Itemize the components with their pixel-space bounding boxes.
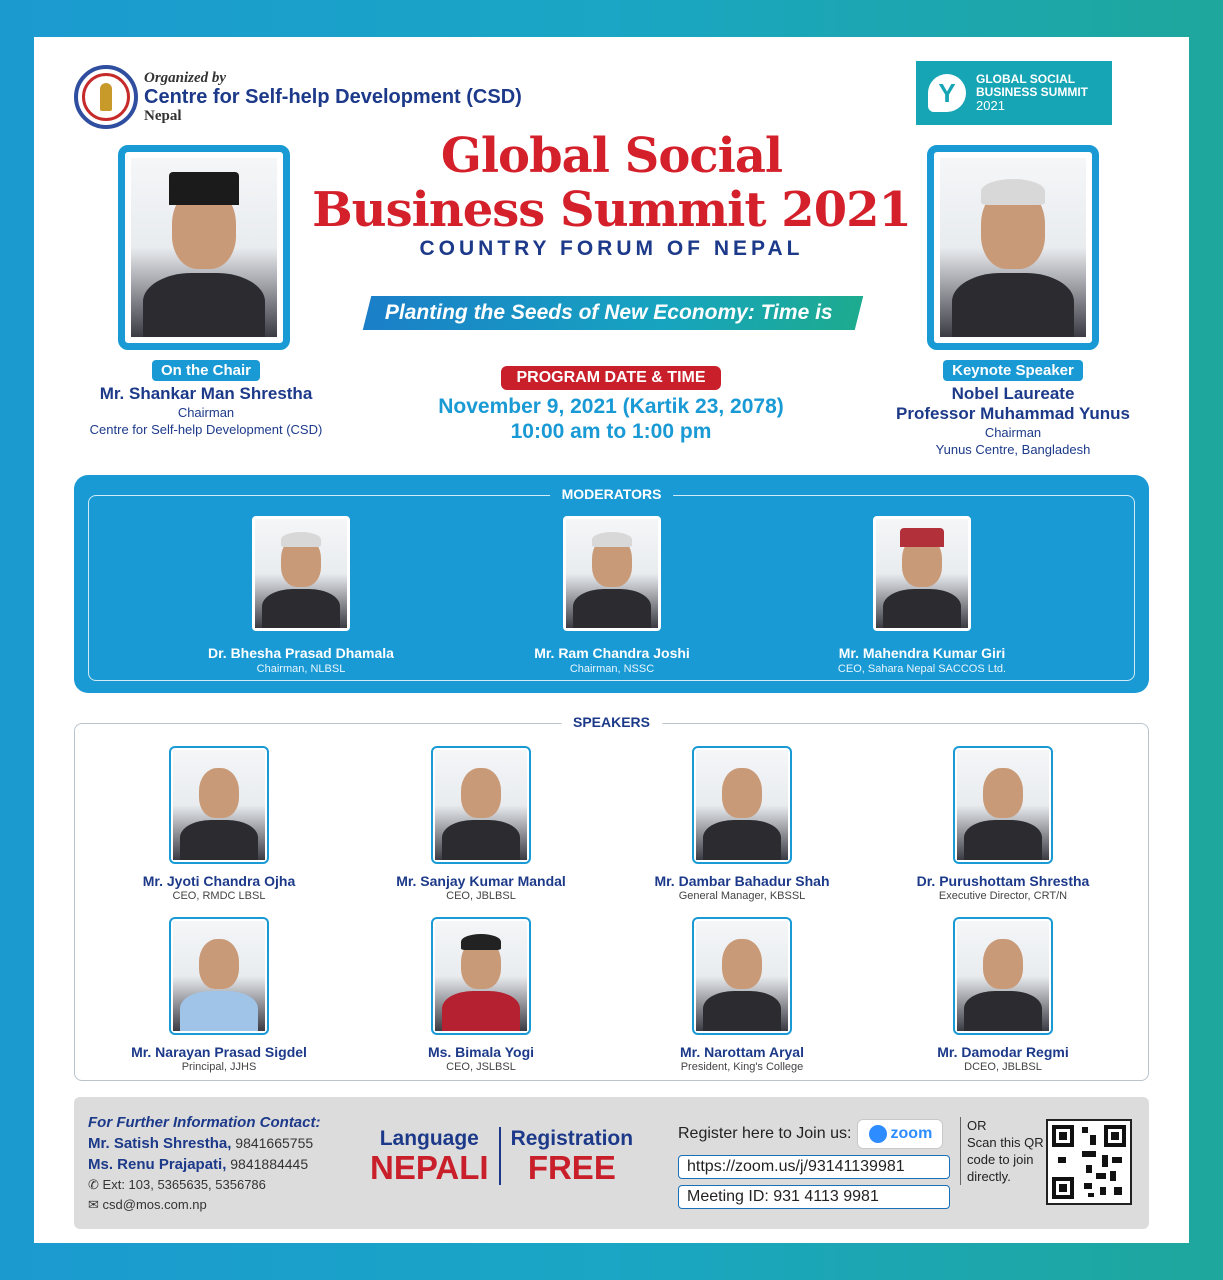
contact1-name: Mr. Satish Shrestha, [88,1135,232,1152]
moderator-photo [873,516,971,631]
speaker-card [883,746,1123,902]
speakers-title: SPEAKERS [561,714,662,730]
speaker-photo [692,917,792,1035]
contact-email[interactable]: csd@mos.com.np [102,1197,207,1212]
organizer-country: Nepal [144,108,182,124]
speaker-card [99,746,339,902]
moderator-card [492,516,732,675]
zoom-registration [678,1119,950,1209]
chair-info [76,360,336,438]
speaker-photo [169,746,269,864]
title-line1: Global Social [440,128,783,184]
program-time: 10:00 am to 1:00 pm [510,420,712,443]
email-icon: ✉ [88,1197,99,1212]
badge-line1: GLOBAL SOCIAL [976,71,1076,86]
title-line2: Business Summit 2021 [312,182,911,238]
speaker-role: Principal, JJHS [181,1061,257,1073]
csd-logo-icon [74,65,138,129]
moderator-role: Chairman, NSSC [569,663,655,675]
keynote-photo [940,158,1086,337]
speaker-name: Mr. Damodar Regmi [937,1044,1069,1060]
speaker-photo [431,746,531,864]
program-date: November 9, 2021 (Kartik 23, 2078) [438,395,784,418]
contact-block [88,1113,321,1215]
speaker-role: President, King's College [680,1061,804,1073]
qr-code-icon[interactable] [1046,1119,1132,1205]
keynote-org: Yunus Centre, Bangladesh [935,442,1091,457]
qr-or: OR [967,1118,987,1133]
speaker-card [99,917,339,1073]
speaker-photo [953,917,1053,1035]
zoom-url-link[interactable]: https://zoom.us/j/93141139981 [678,1155,950,1179]
zoom-camera-icon [869,1125,887,1143]
speaker-name: Mr. Sanjay Kumar Mandal [396,873,566,889]
speaker-name: Ms. Bimala Yogi [427,1044,535,1060]
contact2-name: Ms. Renu Prajapati, [88,1156,227,1173]
moderator-name: Dr. Bhesha Prasad Dhamala [208,645,394,661]
speaker-photo [953,746,1053,864]
speaker-card [361,746,601,902]
poster [34,37,1189,1243]
meeting-id: Meeting ID: 931 4113 9981 [678,1185,950,1209]
moderators-title: MODERATORS [550,486,674,502]
keynote-pill: Keynote Speaker [943,360,1083,381]
zoom-label: zoom [890,1125,933,1142]
chair-photo [131,158,277,337]
speaker-role: CEO, JSLBSL [446,1061,516,1073]
speaker-role: CEO, RMDC LBSL [172,890,266,902]
summit-logo-icon: Y [928,74,966,112]
speaker-photo [431,917,531,1035]
chair-org: Centre for Self-help Development (CSD) [89,422,323,437]
theme-banner [363,296,863,358]
language-registration [360,1127,643,1185]
moderator-card [181,516,421,675]
badge-year: 2021 [976,98,1005,114]
program-badge: PROGRAM DATE & TIME [501,366,720,390]
qr-text: Scan this QR code to join directly. [967,1135,1044,1184]
registration-label: Registration [510,1127,634,1150]
speaker-role: DCEO, JBLBSL [964,1061,1042,1073]
moderator-role: CEO, Sahara Nepal SACCOS Ltd. [837,663,1007,675]
speaker-photo [169,917,269,1035]
language-label: Language [379,1127,479,1150]
badge-line2: BUSINESS SUMMIT [976,84,1089,99]
chair-role: Chairman [177,405,235,420]
speaker-role: General Manager, KBSSL [678,890,806,902]
event-subtitle: COUNTRY FORUM OF NEPAL [419,237,804,260]
keynote-role: Chairman [984,425,1042,440]
moderator-photo [563,516,661,631]
moderator-name: Mr. Ram Chandra Joshi [534,645,690,661]
keynote-honor: Nobel Laureate [951,384,1075,403]
keynote-photo-frame [927,145,1099,350]
phone-icon: ✆ [88,1177,99,1192]
speaker-card [361,917,601,1073]
contact1-phone[interactable]: 9841665755 [235,1135,314,1151]
chair-name: Mr. Shankar Man Shrestha [99,384,313,403]
moderator-name: Mr. Mahendra Kumar Giri [838,645,1006,661]
registration-value: FREE [527,1149,616,1186]
speaker-card [883,917,1123,1073]
contact2-phone[interactable]: 9841884445 [230,1156,309,1172]
theme-text: Planting the Seeds of New Economy: Time is Now [384,301,833,358]
moderator-photo [252,516,350,631]
speaker-card [622,746,862,902]
speakers-section [74,714,1149,1081]
organizer-name: Centre for Self-help Development (CSD) [144,86,522,108]
speaker-name: Mr. Dambar Bahadur Shah [654,873,830,889]
summit-badge [916,61,1112,125]
moderator-role: Chairman, NLBSL [256,663,346,675]
extension-numbers: Ext: 103, 5365635, 5356786 [102,1177,266,1192]
event-title [284,129,939,261]
speaker-role: Executive Director, CRT/N [938,890,1068,902]
qr-instructions [960,1117,1046,1185]
program-info [394,366,828,444]
keynote-info [883,360,1143,458]
chair-pill: On the Chair [152,360,260,381]
keynote-name: Professor Muhammad Yunus [896,404,1130,423]
organized-by-label: Organized by [144,69,227,86]
moderators-section [74,475,1149,693]
speaker-role: CEO, JBLBSL [446,890,516,902]
speaker-name: Mr. Jyoti Chandra Ojha [142,873,296,889]
chair-photo-frame [118,145,290,350]
contact-heading: For Further Information Contact: [88,1114,321,1131]
speaker-name: Dr. Purushottam Shrestha [916,873,1090,889]
speaker-photo [692,746,792,864]
footer [74,1097,1149,1229]
language-value: NEPALI [370,1149,489,1186]
moderator-card [802,516,1042,675]
speaker-name: Mr. Narottam Aryal [680,1044,804,1060]
speaker-card [622,917,862,1073]
register-text: Register here to Join us: [678,1125,852,1142]
speaker-name: Mr. Narayan Prasad Sigdel [131,1044,307,1060]
zoom-logo[interactable] [857,1119,943,1149]
organizer-block [74,65,522,129]
